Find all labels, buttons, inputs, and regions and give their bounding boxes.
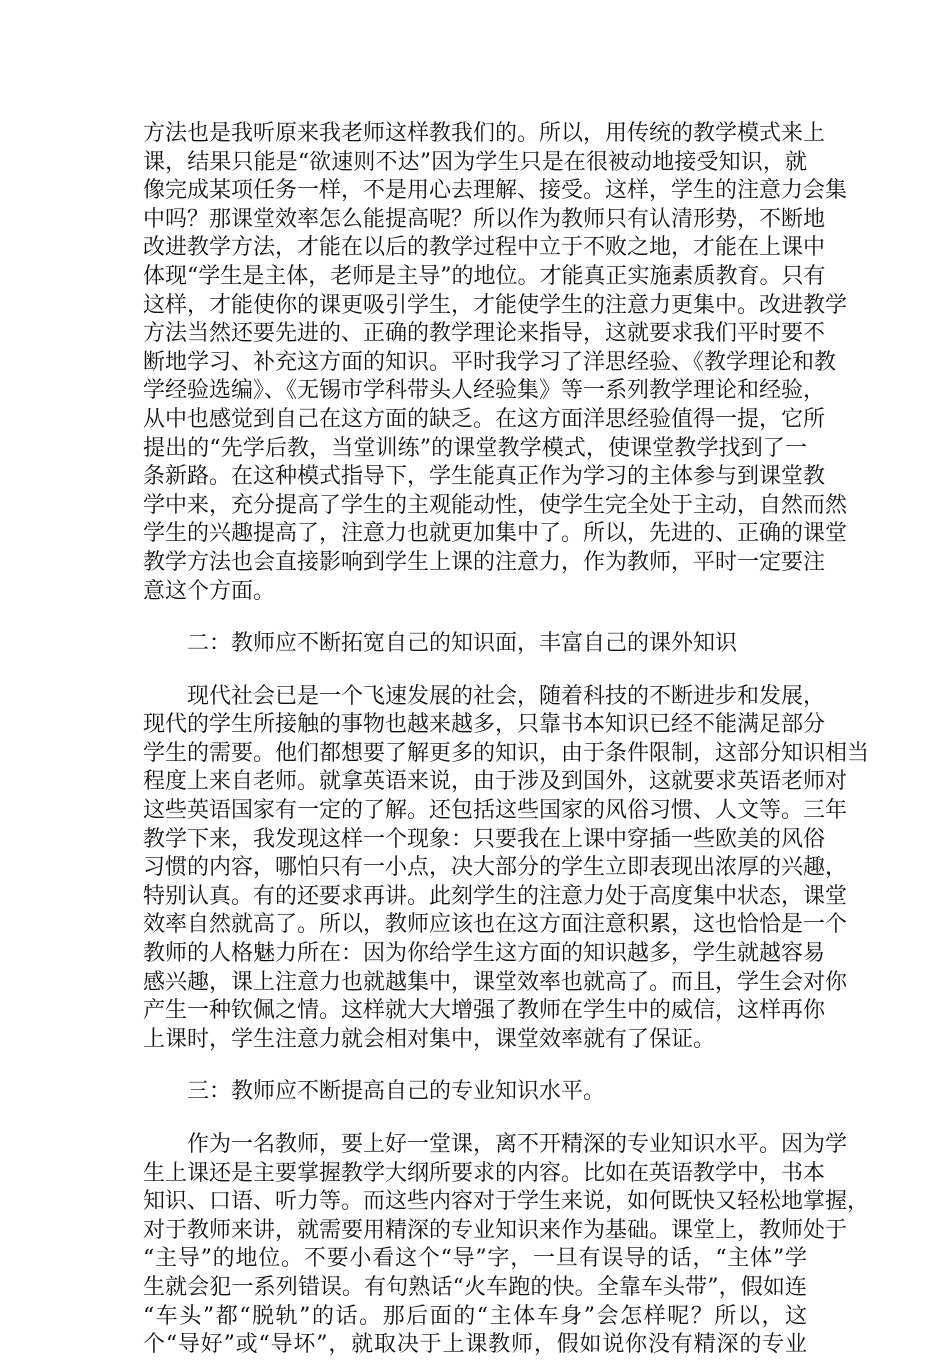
text-line: 方法也是我听原来我老师这样教我们的。所以，用传统的教学模式来上 <box>143 121 826 146</box>
text-line: 方法当然还要先进的、正确的教学理论来指导，这就要求我们平时要不 <box>143 321 826 347</box>
text-line: “车头”都“脱轨”的话。那后面的“主体车身”会怎样呢？所以，这 <box>143 1303 807 1329</box>
paragraph-spacer <box>143 606 807 630</box>
text-line: 生就会犯一系列错误。有句熟话“火车跑的快。全靠车头带”，假如连 <box>143 1274 807 1300</box>
text-line: 学中来，充分提高了学生的主观能动性，使学生完全处于主动，自然而然 <box>143 492 848 518</box>
text-line: 特别认真。有的还要求再讲。此刻学生的注意力处于高度集中状态，课堂 <box>143 883 848 909</box>
paragraph-spacer <box>143 659 807 683</box>
text-line: 程度上来自老师。就拿英语来说，由于涉及到国外，这就要求英语老师对 <box>143 769 848 795</box>
text-line: 产生一种钦佩之情。这样就大大增强了教师在学生中的威信，这样再你 <box>143 998 826 1024</box>
text-line: 知识、口语、听力等。而这些内容对于学生来说，如何既快又轻松地掌握， <box>143 1189 870 1215</box>
text-line: 中吗？那课堂效率怎么能提高呢？所以作为教师只有认清形势，不断地 <box>143 206 826 232</box>
text-line: 教学下来，我发现这样一个现象：只要我在上课中穿插一些欧美的风俗 <box>143 826 826 852</box>
text-line: 教师的人格魅力所在：因为你给学生这方面的知识越多，学生就越容易 <box>143 941 826 967</box>
text-line: 体现“学生是主体，老师是主导”的地位。才能真正实施素质教育。只有 <box>143 263 826 289</box>
text-line: 条新路。在这种模式指导下，学生能真正作为学习的主体参与到课堂教 <box>143 464 826 490</box>
text-line: 感兴趣，课上注意力也就越集中，课堂效率也就高了。而且，学生会对你 <box>143 969 848 995</box>
text-line: 断地学习、补充这方面的知识。平时我学习了洋思经验、《教学理论和教 <box>143 349 837 375</box>
paragraph-professional-knowledge <box>143 1131 870 1360</box>
text-line: 教学方法也会直接影响到学生上课的注意力，作为教师，平时一定要注 <box>143 549 826 575</box>
text-line: 课，结果只能是“欲速则不达”因为学生只是在很被动地接受知识，就 <box>143 149 807 175</box>
text-line: 像完成某项任务一样，不是用心去理解、接受。这样，学生的注意力会集 <box>143 178 848 204</box>
paragraph-teaching-methods <box>143 120 848 606</box>
text-line: 现代的学生所接触的事物也越来越多，只靠书本知识已经不能满足部分 <box>143 712 826 738</box>
text-line: 个“导好”或“导坏”，就取决于上课教师，假如说你没有精深的专业 <box>143 1332 807 1358</box>
text-line: 从中也感觉到自己在这方面的缺乏。在这方面洋思经验值得一提，它所 <box>143 406 826 432</box>
section-heading-3: 三：教师应不断提高自己的专业知识水平。 <box>187 1079 606 1105</box>
text-line: 这样，才能使你的课更吸引学生，才能使学生的注意力更集中。改进教学 <box>143 292 848 318</box>
paragraph-spacer <box>143 1107 807 1131</box>
text-line: 学经验选编》、《无锡市学科带头人经验集》等一系列教学理论和经验， <box>143 378 826 404</box>
section-heading-2: 二：教师应不断拓宽自己的知识面，丰富自己的课外知识 <box>187 631 738 657</box>
text-line: 学生的兴趣提高了，注意力也就更加集中了。所以，先进的、正确的课堂 <box>143 521 848 547</box>
text-line: 这些英语国家有一定的了解。还包括这些国家的风俗习惯、人文等。三年 <box>143 798 848 824</box>
text-line: 对于教师来讲，就需要用精深的专业知识来作为基础。课堂上，教师处于 <box>143 1217 848 1243</box>
text-line: 效率自然就高了。所以，教师应该也在这方面注意积累，这也恰恰是一个 <box>143 912 848 938</box>
text-line: 习惯的内容，哪怕只有一小点，决大部分的学生立即表现出浓厚的兴趣， <box>143 855 848 881</box>
text-line: 现代社会已是一个飞速发展的社会，随着科技的不断进步和发展， <box>187 683 826 709</box>
text-line: “主导”的地位。不要小看这个“导”字，一旦有误导的话，“主体”学 <box>143 1246 808 1272</box>
text-line: 提出的“先学后教，当堂训练”的课堂教学模式，使课堂教学找到了一 <box>143 435 807 461</box>
text-line: 生上课还是主要掌握教学大纲所要求的内容。比如在英语教学中，书本 <box>143 1160 826 1186</box>
text-line: 改进教学方法，才能在以后的教学过程中立于不败之地，才能在上课中 <box>143 235 826 261</box>
text-line: 作为一名教师，要上好一堂课，离不开精深的专业知识水平。因为学 <box>187 1132 848 1157</box>
text-line: 学生的需要。他们都想要了解更多的知识，由于条件限制，这部分知识相当 <box>143 740 870 766</box>
paragraph-spacer <box>143 1054 807 1078</box>
document-page <box>143 120 870 1360</box>
paragraph-extracurricular-knowledge <box>143 683 870 1055</box>
text-line: 上课时，学生注意力就会相对集中，课堂效率就有了保证。 <box>143 1026 716 1052</box>
text-line: 意这个方面。 <box>143 578 276 604</box>
